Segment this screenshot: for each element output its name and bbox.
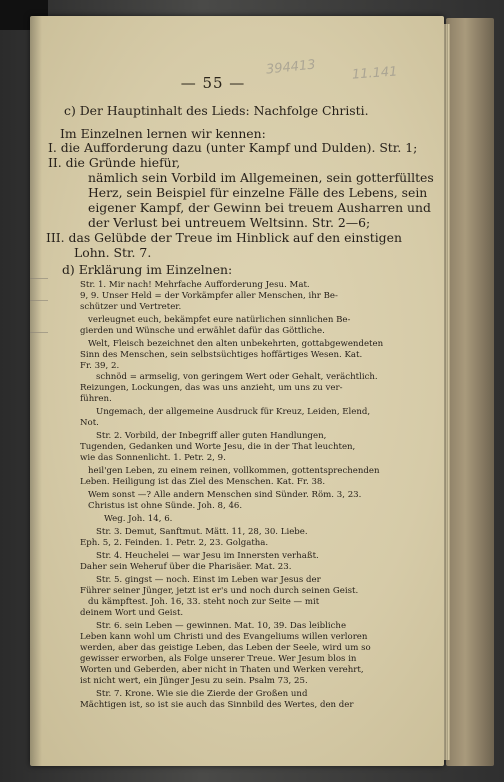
- text-line: werden, aber das geistige Leben, das Leben der Seele, wird um so: [80, 643, 371, 653]
- text-line: Worten und Geberden, aber nicht in Thaten und Werken verehrt,: [80, 665, 364, 675]
- text-line: Str. 2. Vorbild, der Inbegriff aller guten Handlungen,: [96, 431, 327, 441]
- text-line: Mächtigen ist, so ist sie auch das Sinnbild des Wertes, den der: [80, 700, 354, 710]
- text-line: Not.: [80, 418, 99, 428]
- pencil-note: 11.141: [351, 64, 398, 83]
- text-line: Leben kann wohl um Christi und des Evangeliums willen verloren: [80, 632, 368, 642]
- text-line: Str. 6. sein Leben — gewinnen. Mat. 10, 39. Das leibliche: [96, 621, 347, 631]
- text-line: schützer und Vertreter.: [80, 302, 182, 312]
- text-line: I. die Aufforderung dazu (unter Kampf und Dulden). Str. 1;: [48, 140, 418, 155]
- text-line: Daher sein Weheruf über die Pharisäer. Mat. 23.: [80, 562, 292, 572]
- margin-pencil-mark: [30, 278, 48, 279]
- text-line: 9, 9. Unser Held = der Vorkämpfer aller Menschen, ihr Be-: [80, 291, 338, 301]
- text-line: gierden und Wünsche und erwählet dafür das Göttliche.: [80, 326, 325, 336]
- text-line: ist nicht wert, ein Jünger Jesu zu sein. Psalm 73, 25.: [80, 676, 308, 686]
- text-line: III. das Gelübde der Treue im Hinblick auf den einstigen: [46, 230, 402, 245]
- text-line: Fr. 39, 2.: [80, 361, 120, 371]
- section-heading: c) Der Hauptinhalt des Lieds: Nachfolge Christi.: [64, 103, 369, 118]
- text-line: Str. 5. gingst — noch. Einst im Leben war Jesus der: [96, 575, 321, 585]
- text-line: Christus ist ohne Sünde. Joh. 8, 46.: [88, 501, 243, 511]
- book-cover-edge: [446, 18, 494, 766]
- text-line: Leben. Heiligung ist das Ziel des Menschen. Kat. Fr. 38.: [80, 477, 326, 487]
- text-line: II. die Gründe hiefür,: [48, 155, 181, 170]
- text-line: gewisser erworben, als Folge unserer Treue. Wer Jesum blos in: [80, 654, 357, 664]
- pencil-note: 394413: [265, 57, 317, 78]
- margin-pencil-mark: [30, 332, 48, 333]
- text-line: Welt, Fleisch bezeichnet den alten unbekehrten, gottabgewendeten: [88, 339, 384, 349]
- section-heading: d) Erklärung im Einzelnen:: [62, 262, 233, 277]
- text-line: Str. 3. Demut, Sanftmut. Mätt. 11, 28, 30. Liebe.: [96, 527, 308, 537]
- text-line: Str. 7. Krone. Wie sie die Zierde der Großen und: [96, 689, 308, 699]
- text-line: Wem sonst —? Alle andern Menschen sind Sünder. Röm. 3, 23.: [88, 490, 362, 500]
- text-line: Herz, sein Beispiel für einzelne Fälle des Lebens, sein: [88, 185, 428, 200]
- margin-pencil-mark: [30, 300, 48, 301]
- text-line: Str. 1. Mir nach! Mehrfache Aufforderung Jesu. Mat.: [80, 280, 310, 290]
- text-line: der Verlust bei untreuem Weltsinn. Str. 2—6;: [88, 215, 371, 230]
- text-line: verleugnet euch, bekämpfet eure natürlichen sinnlichen Be-: [88, 315, 351, 325]
- text-line: Im Einzelnen lernen wir kennen:: [60, 126, 266, 141]
- text-line: Tugenden, Gedanken und Worte Jesu, die in der That leuchten,: [80, 442, 356, 452]
- page-number: — 55 —: [180, 74, 246, 92]
- text-line: Sinn des Menschen, sein selbstsüchtiges hoffärtiges Wesen. Kat.: [80, 350, 363, 360]
- text-line: Weg. Joh. 14, 6.: [104, 514, 173, 524]
- text-line: Ungemach, der allgemeine Ausdruck für Kreuz, Leiden, Elend,: [96, 407, 371, 417]
- text-line: eigener Kampf, der Gewinn bei treuem Ausharren und: [88, 200, 431, 215]
- page-gutter-shadow: [30, 16, 42, 766]
- text-line: Reizungen, Lockungen, das was uns anzieht, um uns zu ver-: [80, 383, 343, 393]
- text-line: Führer seiner Jünger, jetzt ist er's und noch durch seinen Geist.: [80, 586, 359, 596]
- text-line: deinem Wort und Geist.: [80, 608, 184, 618]
- text-line: wie das Sonnenlicht. 1. Petr. 2, 9.: [80, 453, 226, 463]
- text-line: führen.: [80, 394, 112, 404]
- text-line: Lohn. Str. 7.: [74, 245, 152, 260]
- text-line: Str. 4. Heuchelei — war Jesu im Innersten verhaßt.: [96, 551, 319, 561]
- text-line: du kämpftest. Joh. 16, 33. steht noch zur Seite — mit: [88, 597, 320, 607]
- text-line: schnöd = armselig, von geringem Wert oder Gehalt, verächtlich.: [96, 372, 378, 382]
- text-line: Eph. 5, 2. Feinden. 1. Petr. 2, 23. Golgatha.: [80, 538, 269, 548]
- text-line: heil'gen Leben, zu einem reinen, vollkommen, gottentsprechenden: [88, 466, 380, 476]
- text-line: nämlich sein Vorbild im Allgemeinen, sein gotterfülltes: [88, 170, 434, 185]
